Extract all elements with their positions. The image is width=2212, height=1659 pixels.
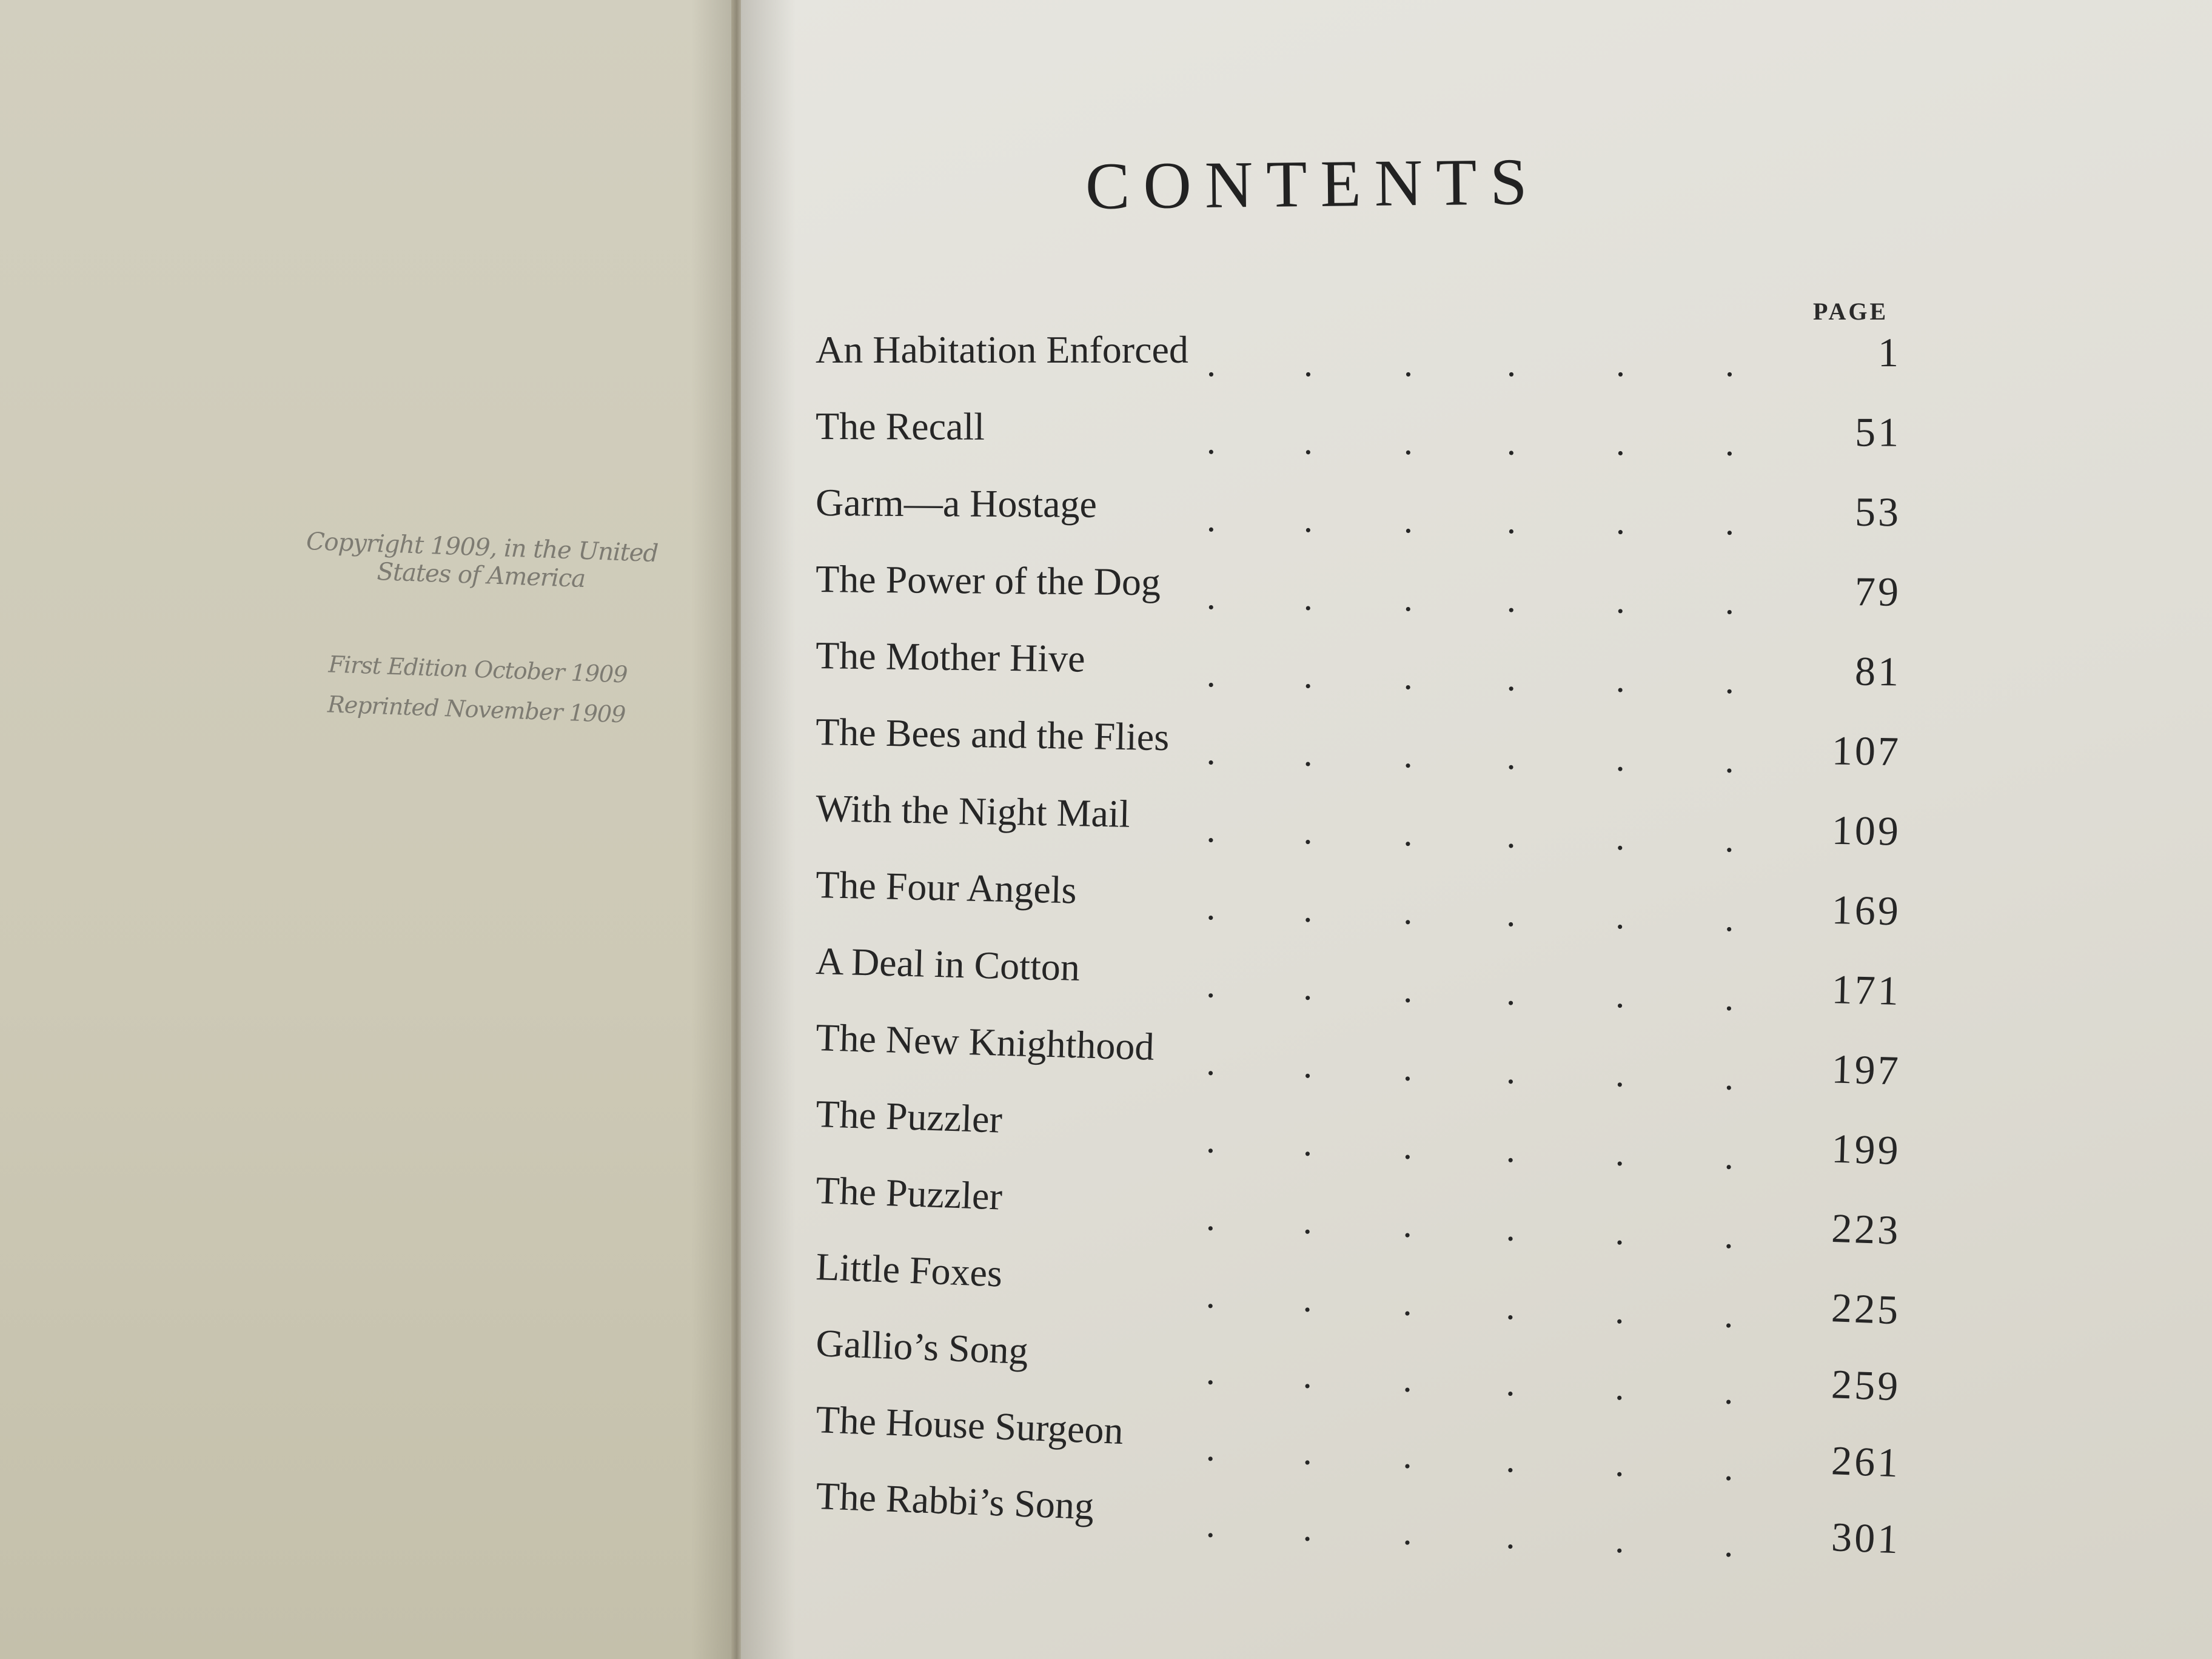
leader-dot: .: [1403, 500, 1413, 541]
toc-entry-title: With the Night Mail: [815, 786, 1131, 836]
leader-dot: .: [1724, 1057, 1735, 1098]
leader-dot: .: [1616, 344, 1625, 384]
leader-dot: .: [1205, 1275, 1216, 1316]
leader-dot: .: [1403, 1126, 1413, 1167]
leader-dot: .: [1205, 1198, 1216, 1238]
leader-dot: .: [1506, 894, 1517, 934]
toc-entry-title: The Puzzler: [815, 1168, 1004, 1218]
toc-entry: [816, 404, 1901, 474]
leader-dot: .: [1404, 344, 1413, 384]
leader-dot: .: [1303, 577, 1313, 618]
leader-dot: .: [1403, 578, 1413, 619]
leader-dot: .: [1205, 1042, 1216, 1083]
leader-dot: .: [1302, 889, 1313, 930]
leader-dot: .: [1206, 732, 1216, 773]
leader-dot: .: [1723, 1295, 1734, 1336]
leader-dot: .: [1403, 1204, 1413, 1245]
toc-entry-title: The Mother Hive: [815, 634, 1085, 680]
leader-dot: .: [1723, 1371, 1734, 1412]
toc-entry-page-number: 197: [1831, 1045, 1902, 1094]
reprint-note: Reprinted November 1909: [327, 691, 626, 728]
leader-dot: .: [1403, 813, 1413, 854]
toc-entry-page-number: 107: [1831, 727, 1902, 775]
leader-dot: .: [1615, 423, 1626, 463]
leader-dot: .: [1724, 740, 1735, 780]
leader-dot: .: [1724, 1136, 1735, 1177]
leader-dot: .: [1505, 1439, 1517, 1480]
contents-title: CONTENTS: [1085, 144, 1541, 223]
leader-dot: .: [1302, 967, 1313, 1008]
leader-dot: .: [1505, 1362, 1517, 1404]
toc-entry-title: The House Surgeon: [815, 1398, 1124, 1453]
toc-entry: [815, 709, 1902, 793]
toc-entry: [816, 480, 1902, 554]
leader-dot: .: [1205, 1120, 1216, 1161]
toc-entry: [815, 862, 1902, 953]
leader-dot: .: [1506, 1129, 1517, 1170]
toc-entry-page-number: 259: [1830, 1361, 1902, 1410]
toc-entry-page-number: 79: [1854, 568, 1902, 615]
leader-dot: .: [1402, 1435, 1413, 1476]
leader-dot: .: [1403, 422, 1413, 463]
leader-dot: .: [1303, 811, 1313, 852]
toc-entry-page-number: 261: [1830, 1437, 1902, 1486]
leader-dot: .: [1402, 1512, 1413, 1553]
toc-entry-page-number: 51: [1854, 409, 1902, 455]
toc-entry-title: The New Knighthood: [815, 1016, 1155, 1068]
leader-dot: .: [1724, 502, 1735, 543]
toc-entry-title: Garm—a Hostage: [815, 481, 1098, 526]
toc-entry: [816, 327, 1901, 394]
leader-dot: .: [1507, 344, 1516, 384]
leader-dot: .: [1302, 1508, 1313, 1549]
leader-dot: .: [1724, 423, 1735, 463]
leader-dot: .: [1615, 580, 1626, 621]
toc-entry-page-number: 53: [1854, 488, 1902, 535]
leader-dot: .: [1506, 501, 1517, 541]
leader-dot: .: [1206, 654, 1216, 695]
toc-entry-title: An Habitation Enforced: [816, 328, 1188, 371]
leader-dot: .: [1302, 1432, 1313, 1472]
leader-dot: .: [1506, 736, 1517, 777]
leader-dot: .: [1505, 1286, 1517, 1327]
leader-dot: .: [1506, 579, 1517, 620]
leader-dot: .: [1506, 658, 1517, 699]
leader-dot: .: [1303, 733, 1313, 774]
toc-entry-title: The Recall: [815, 404, 985, 448]
leader-dot: .: [1206, 887, 1216, 928]
toc-entry-page-number: 223: [1831, 1204, 1902, 1253]
leader-dot: .: [1723, 1215, 1735, 1256]
leader-dot: .: [1205, 1504, 1216, 1545]
leader-dot: .: [1724, 660, 1735, 702]
leader-dot: .: [1206, 809, 1216, 850]
leader-dot: .: [1614, 1367, 1626, 1408]
leader-dot: .: [1615, 896, 1626, 937]
toc-entry-page-number: 301: [1830, 1513, 1902, 1563]
leader-dot: .: [1614, 1520, 1626, 1561]
toc-entry-title: The Power of the Dog: [815, 557, 1161, 604]
leader-dot: .: [1615, 1133, 1626, 1173]
leader-dot: .: [1615, 659, 1626, 700]
leader-dot: .: [1615, 738, 1626, 779]
leader-dot: .: [1303, 421, 1313, 462]
leader-dot: .: [1724, 581, 1735, 622]
toc-entry: [815, 939, 1902, 1033]
leader-dot: .: [1724, 977, 1735, 1019]
leader-dot: .: [1724, 898, 1735, 939]
leader-dot: .: [1303, 500, 1313, 540]
leader-dot: .: [1506, 422, 1517, 463]
leader-dot: .: [1615, 817, 1626, 858]
leader-dot: .: [1206, 577, 1216, 617]
toc-entry-title: A Deal in Cotton: [815, 939, 1081, 989]
leader-dot: .: [1724, 819, 1735, 860]
leader-dot: .: [1403, 657, 1413, 697]
toc-entry-page-number: 169: [1831, 886, 1902, 934]
toc-entry-title: The Rabbi’s Song: [815, 1474, 1095, 1528]
first-edition-note: First Edition October 1909: [327, 651, 628, 688]
leader-dot: .: [1614, 1212, 1626, 1253]
toc-entry-page-number: 171: [1831, 966, 1902, 1014]
toc-entry-title: The Bees and the Flies: [815, 710, 1170, 759]
leader-dot: .: [1614, 1443, 1626, 1484]
leader-dot: .: [1403, 1048, 1413, 1088]
leader-dot: .: [1615, 501, 1626, 542]
leader-dot: .: [1206, 421, 1216, 462]
leader-dot: .: [1403, 891, 1413, 932]
leader-dot: .: [1302, 1201, 1313, 1242]
toc-entry-page-number: 81: [1854, 648, 1902, 695]
leader-dot: .: [1302, 1355, 1313, 1396]
leader-dot: .: [1505, 1515, 1517, 1557]
leader-dot: .: [1506, 972, 1517, 1013]
toc-entry: [815, 633, 1901, 713]
page-column-heading: PAGE: [1813, 298, 1889, 325]
leader-dot: .: [1723, 1447, 1734, 1489]
leader-dot: .: [1302, 1123, 1313, 1164]
toc-entry-title: The Puzzler: [815, 1092, 1003, 1141]
leader-dot: .: [1205, 1352, 1216, 1392]
leader-dot: .: [1206, 499, 1216, 540]
leader-dot: .: [1506, 1051, 1517, 1091]
leader-dot: .: [1402, 1359, 1413, 1400]
leader-dot: .: [1506, 1208, 1517, 1248]
toc-entry: [815, 786, 1902, 873]
leader-dot: .: [1403, 735, 1413, 776]
leader-dot: .: [1302, 1045, 1313, 1086]
toc-entry-page-number: 109: [1831, 806, 1902, 854]
leader-dot: .: [1205, 965, 1216, 1005]
leader-dot: .: [1725, 344, 1734, 384]
leader-dot: .: [1304, 344, 1313, 384]
leader-dot: .: [1302, 1279, 1313, 1319]
toc-entry-title: Little Foxes: [815, 1245, 1004, 1295]
toc-entry-page-number: 225: [1830, 1284, 1902, 1333]
leader-dot: .: [1615, 1054, 1626, 1094]
leader-dot: .: [1403, 970, 1413, 1010]
leader-dot: .: [1303, 655, 1313, 696]
leader-dot: .: [1723, 1524, 1734, 1565]
leader-dot: .: [1615, 975, 1626, 1016]
toc-entry-page-number: 1: [1878, 329, 1901, 375]
copyright-notice: Copyright 1909, in the United States of America: [306, 527, 659, 594]
toc-entry-title: Gallio’s Song: [815, 1321, 1030, 1373]
toc-entry: [815, 557, 1901, 634]
toc-entry-page-number: 199: [1831, 1125, 1902, 1174]
leader-dot: .: [1207, 344, 1216, 384]
leader-dot: .: [1614, 1290, 1626, 1332]
toc-entry-title: The Four Angels: [815, 863, 1078, 912]
leader-dot: .: [1506, 815, 1517, 856]
leader-dot: .: [1205, 1428, 1216, 1469]
leader-dot: .: [1402, 1282, 1413, 1324]
